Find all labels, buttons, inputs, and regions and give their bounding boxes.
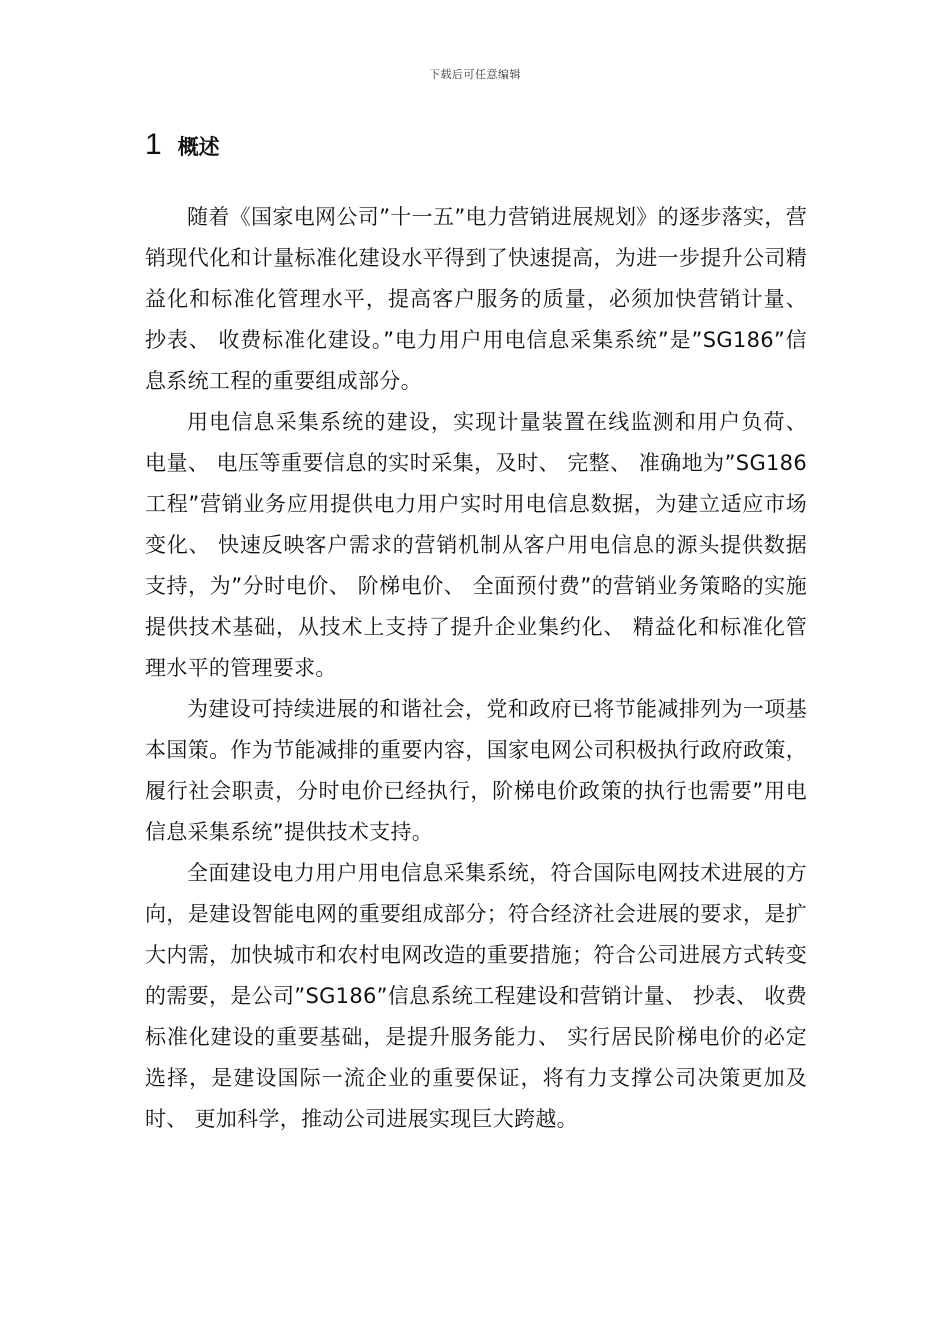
section-title: 概述 (177, 135, 220, 159)
section-heading (145, 128, 220, 162)
paragraph-2: 用电信息采集系统的建设，实现计量装置在线监测和用户负荷、 电量、 电压等重要信息的实时采集，及时、 完整、 准确地为”SG186工程”营销业务应用提供电力用户实时用电信息数据，为建立适应市场变化、 快速反映客户需求的营销机制从客户用电信息的源头提供数据支持，为”分时电价、 阶梯电价、 全面预付费”的营销业务策略的实施提供技术基础，从技术上支持了提升企业集约化、 精益化和标准化管理水平的管理要求。 (145, 410, 807, 680)
body-text (145, 197, 807, 1140)
paragraph-4: 全面建设电力用户用电信息采集系统，符合国际电网技术进展的方向，是建设智能电网的重要组成部分；符合经济社会进展的要求，是扩大内需，加快城市和农村电网改造的重要措施；符合公司进展方式转变的需要，是公司”SG186”信息系统工程建设和营销计量、 抄表、 收费标准化建设的重要基础，是提升服务能力、 实行居民阶梯电价的必定选择，是建设国际一流企业的重要保证，将有力支撑公司决策更加及时、 更加科学，推动公司进展实现巨大跨越。 (145, 861, 807, 1131)
header-note: 下载后可任意编辑 (429, 68, 521, 81)
section-number: 1 (145, 128, 162, 161)
paragraph-3: 为建设可持续进展的和谐社会，党和政府已将节能减排列为一项基本国策。作为节能减排的重要内容，国家电网公司积极执行政府政策，履行社会职责，分时电价已经执行，阶梯电价政策的执行也需要”用电信息采集系统”提供技术支持。 (145, 697, 807, 844)
paragraph-1: 随着《国家电网公司”十一五”电力营销进展规划》的逐步落实，营销现代化和计量标准化建设水平得到了快速提高，为进一步提升公司精益化和标准化管理水平，提高客户服务的质量，必须加快营销计量、 抄表、 收费标准化建设。”电力用户用电信息采集系统”是”SG186”信息系统工程的重要组成部分。 (145, 205, 807, 393)
